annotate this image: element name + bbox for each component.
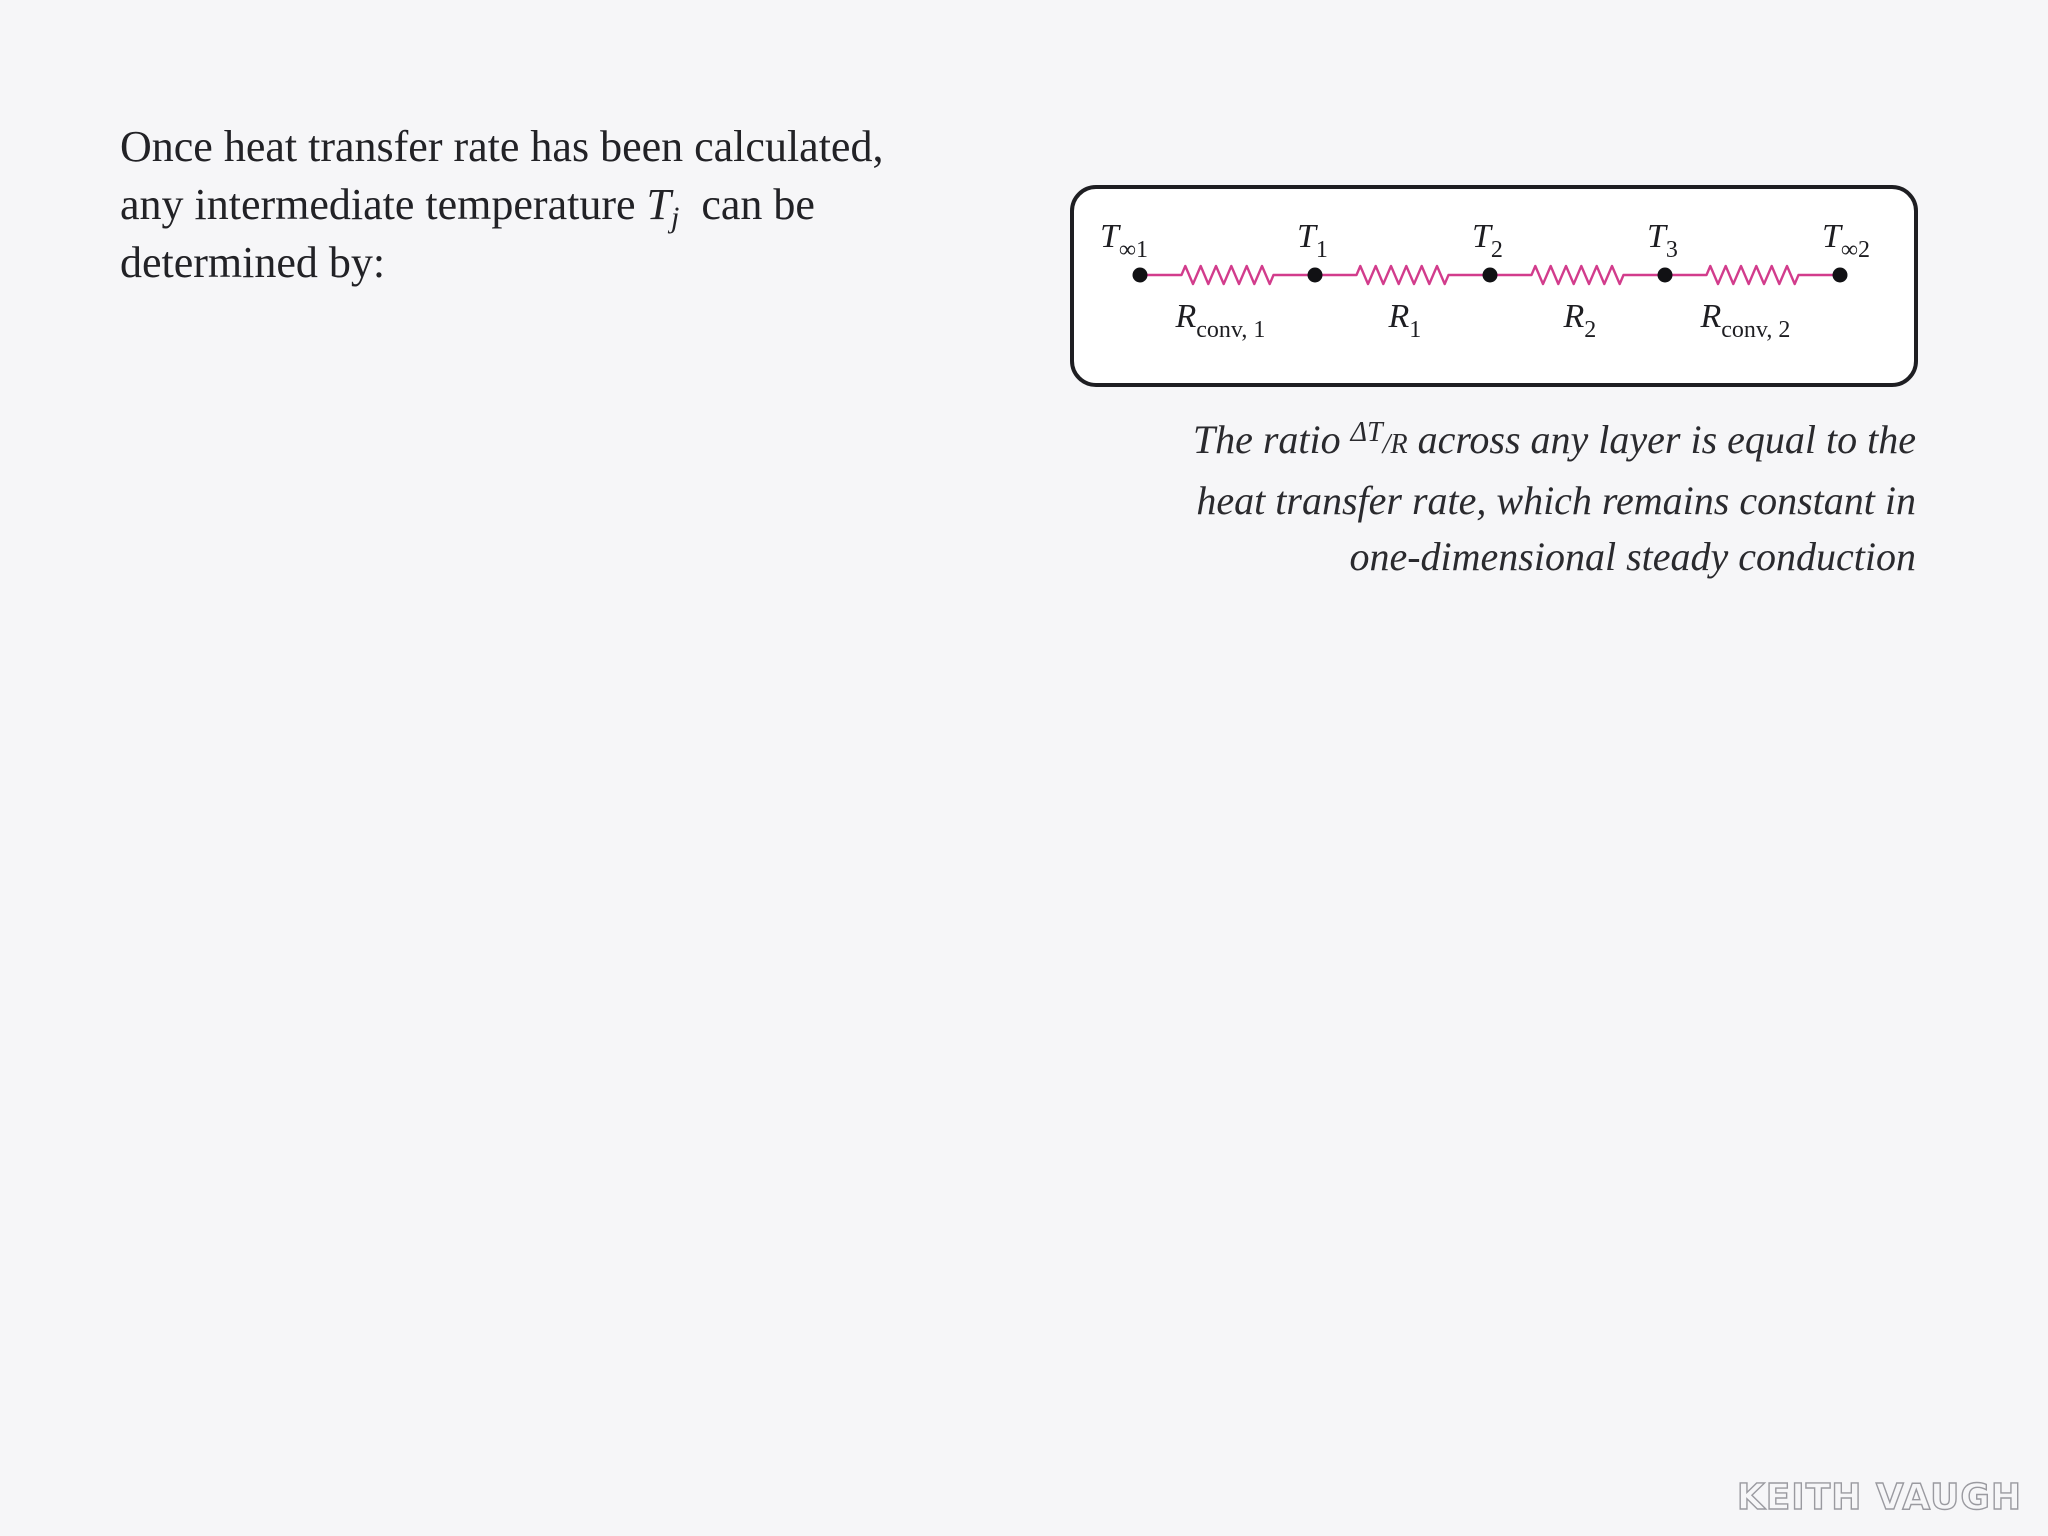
resistor-label-2: $R_1$ (1388, 298, 1422, 343)
node-label-5: $T_{\infty 2}$ (1822, 218, 1871, 263)
thermal-resistance-network (1070, 185, 1918, 387)
caption-line-2: heat transfer rate, which remains constant in (1196, 478, 1916, 523)
resistor-1 (1140, 266, 1315, 284)
resistor-4 (1665, 266, 1840, 284)
ratio-symbol: ΔT/R (1350, 417, 1408, 460)
intro-line-3: determined by: (120, 238, 386, 287)
node-label-1: $T_{\infty 1}$ (1100, 218, 1149, 263)
node-label-3: $T_2$ (1472, 218, 1503, 263)
caption-line-3: one-dimensional steady conduction (1349, 534, 1916, 579)
temperature-symbol: $T_j$ (646, 180, 680, 234)
intro-line-2-end: can be (701, 180, 815, 229)
intro-line-2-start: any intermediate temperature (120, 180, 636, 229)
resistor-3 (1490, 266, 1665, 284)
node-4 (1658, 268, 1673, 283)
caption-line-1-end: across any layer is equal to the (1417, 417, 1916, 462)
node-2 (1308, 268, 1323, 283)
resistor-label-4: $R_{conv, 2}$ (1700, 298, 1791, 343)
node-5 (1833, 268, 1848, 283)
figure-caption (1060, 405, 1916, 585)
caption-pre: The ratio (1192, 417, 1341, 462)
resistor-label-3: $R_2$ (1563, 298, 1597, 343)
intro-text (120, 118, 1020, 292)
author-watermark: KEITH VAUGH (1736, 1477, 2022, 1518)
resistor-label-1: $R_{conv, 1}$ (1175, 298, 1266, 343)
node-label-4: $T_3$ (1647, 218, 1678, 263)
node-label-2: $T_1$ (1297, 218, 1328, 263)
node-1 (1133, 268, 1148, 283)
intro-line-1: Once heat transfer rate has been calculated, (120, 122, 884, 171)
node-3 (1483, 268, 1498, 283)
resistor-2 (1315, 266, 1490, 284)
resistance-network-diagram (1074, 189, 1914, 383)
